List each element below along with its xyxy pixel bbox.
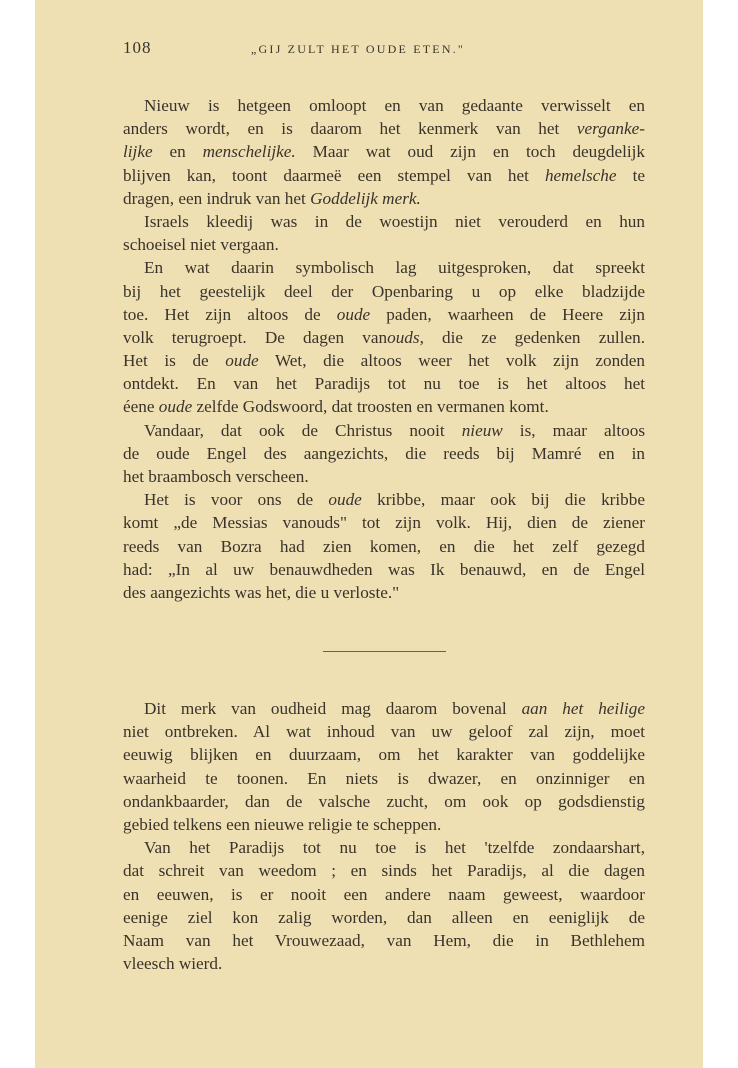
text-segment: Van het Paradijs tot nu toe is het 'tzelfde zondaarshart,	[144, 838, 645, 858]
text-block-top	[123, 94, 645, 604]
text-line	[123, 929, 645, 952]
text-line	[123, 349, 645, 372]
paragraph	[123, 419, 645, 489]
text-line	[123, 94, 645, 117]
text-segment: , die ze gedenken zullen.	[419, 327, 645, 347]
text-line	[123, 720, 645, 743]
text-line	[123, 558, 645, 581]
italic-segment: menschelijke.	[202, 142, 296, 162]
text-segment: schoeisel niet vergaan.	[123, 235, 279, 255]
italic-segment: Goddelijk merk.	[310, 188, 421, 208]
italic-segment: ouds	[387, 327, 420, 347]
text-line	[123, 836, 645, 859]
text-segment: Nieuw is hetgeen omloopt en van gedaante verwisselt en	[144, 96, 645, 115]
text-segment: paden, waarheen de Heere zijn	[370, 304, 645, 324]
text-segment: Maar wat oud zijn en toch deugdelijk	[295, 142, 645, 162]
text-segment: anders wordt, en is daarom het kenmerk van het	[123, 119, 577, 139]
text-line	[123, 859, 645, 882]
text-segment: ontdekt. En van het Paradijs tot nu toe is het altoos het	[123, 374, 645, 394]
text-segment: vleesch wierd.	[123, 954, 223, 974]
text-block-bottom	[123, 697, 645, 975]
text-line	[123, 790, 645, 813]
text-segment: eeuwig blijken en duurzaam, om het karakter van goddelijke	[123, 745, 645, 765]
text-segment: Het is voor ons de	[144, 490, 329, 510]
italic-segment: lijke	[123, 142, 153, 162]
text-segment: Naam van het Vrouwezaad, van Hem, die in Bethlehem	[123, 930, 645, 950]
italic-segment: hemelsche	[544, 165, 617, 185]
text-line	[123, 256, 645, 279]
text-line	[123, 952, 645, 975]
paragraph	[123, 488, 645, 604]
paragraph	[123, 836, 645, 975]
text-line	[123, 280, 645, 303]
text-segment: dat schreit van weedom ; en sinds het Paradijs, al die dagen	[123, 861, 645, 881]
text-line	[123, 187, 645, 210]
text-line	[123, 164, 645, 187]
text-line	[123, 117, 645, 140]
text-segment: de oude Engel des aangezichts, die reeds bij Mamré en in	[123, 443, 645, 463]
paragraph	[123, 256, 645, 418]
text-segment: zelfde Godswoord, dat troosten en vermanen komt.	[192, 397, 549, 417]
text-line	[123, 906, 645, 929]
italic-segment: oude	[158, 397, 193, 417]
text-segment: had: „In al uw benauwdheden was Ik benauwd, en de Engel	[123, 559, 645, 579]
text-segment: ondankbaarder, dan de valsche zucht, om ook op godsdienstig	[123, 791, 645, 811]
text-line	[123, 581, 645, 604]
text-segment: Het is de	[123, 351, 226, 371]
text-segment: toe. Het zijn altoos de	[123, 304, 337, 324]
text-line	[123, 326, 645, 349]
text-line	[123, 511, 645, 534]
text-segment: bij het geestelijk deel der Openbaring u op elke bladzijde	[123, 281, 645, 301]
text-segment: Wet, die altoos weer het volk zijn zonden	[258, 351, 645, 371]
running-title: „GIJ ZULT HET OUDE ETEN."	[251, 42, 465, 56]
text-segment: reeds van Bozra had zien komen, en die het zelf gezegd	[123, 536, 645, 556]
text-segment: Israels kleedij was in de woestijn niet verouderd en hun	[144, 211, 645, 231]
text-line	[123, 883, 645, 906]
text-segment: blijven kan, toont daarmeë een stempel van het	[123, 165, 545, 185]
text-segment: éene	[123, 397, 159, 417]
text-segment: volk terugroept. De dagen van	[123, 327, 388, 347]
text-line	[123, 303, 645, 326]
text-segment: het braambosch verscheen.	[123, 467, 309, 486]
text-line	[123, 233, 645, 256]
italic-segment: nieuw	[461, 420, 503, 440]
text-line	[123, 535, 645, 558]
text-line	[123, 743, 645, 766]
italic-segment: oude	[328, 490, 362, 510]
paragraph	[123, 210, 645, 256]
text-line	[123, 210, 645, 233]
text-segment: eenige ziel kon zalig worden, dan alleen en eeniglijk de	[123, 907, 645, 927]
text-segment: Dit merk van oudheid mag daarom bovenal	[144, 699, 522, 718]
text-segment: te	[616, 165, 645, 185]
text-segment: Vandaar, dat ook de Christus nooit	[144, 420, 462, 440]
text-line	[123, 395, 645, 418]
text-line	[123, 813, 645, 836]
text-segment: En wat daarin symbolisch lag uitgesproken, dat spreekt	[144, 258, 645, 278]
text-segment: des aangezichts was het, die u verloste."	[123, 582, 400, 602]
text-line	[123, 697, 645, 720]
italic-segment: aan het heilige	[521, 699, 645, 718]
text-segment: dragen, een indruk van het	[123, 188, 311, 208]
paragraph	[123, 94, 645, 210]
text-line	[123, 419, 645, 442]
italic-segment: vergankе-	[576, 119, 645, 139]
page-number: 108	[123, 38, 152, 57]
text-segment: waarheid te toonen. En niets is dwazer, en onzinniger en	[123, 768, 645, 788]
text-line	[123, 442, 645, 465]
text-segment: kribbe, maar ook bij die kribbe	[361, 490, 645, 510]
text-line	[123, 140, 645, 163]
text-line	[123, 767, 645, 790]
italic-segment: oude	[336, 304, 371, 324]
section-divider	[323, 651, 446, 652]
text-line	[123, 465, 645, 488]
page-header	[123, 38, 643, 62]
text-segment: en eeuwen, is er nooit een andere naam geweest, waardoor	[123, 884, 645, 904]
italic-segment: oude	[225, 351, 259, 371]
text-segment: is, maar altoos	[502, 420, 646, 440]
text-segment: niet ontbreken. Al wat inhoud van uw geloof zal zijn, moet	[123, 722, 645, 742]
text-line	[123, 372, 645, 395]
text-segment: gebied telkens een nieuwe religie te scheppen.	[123, 814, 442, 834]
text-line	[123, 488, 645, 511]
text-segment: en	[152, 142, 203, 162]
paragraph	[123, 697, 645, 836]
text-segment: komt „de Messias vanouds" tot zijn volk. Hij, dien de ziener	[123, 513, 645, 533]
book-page	[35, 0, 703, 1068]
